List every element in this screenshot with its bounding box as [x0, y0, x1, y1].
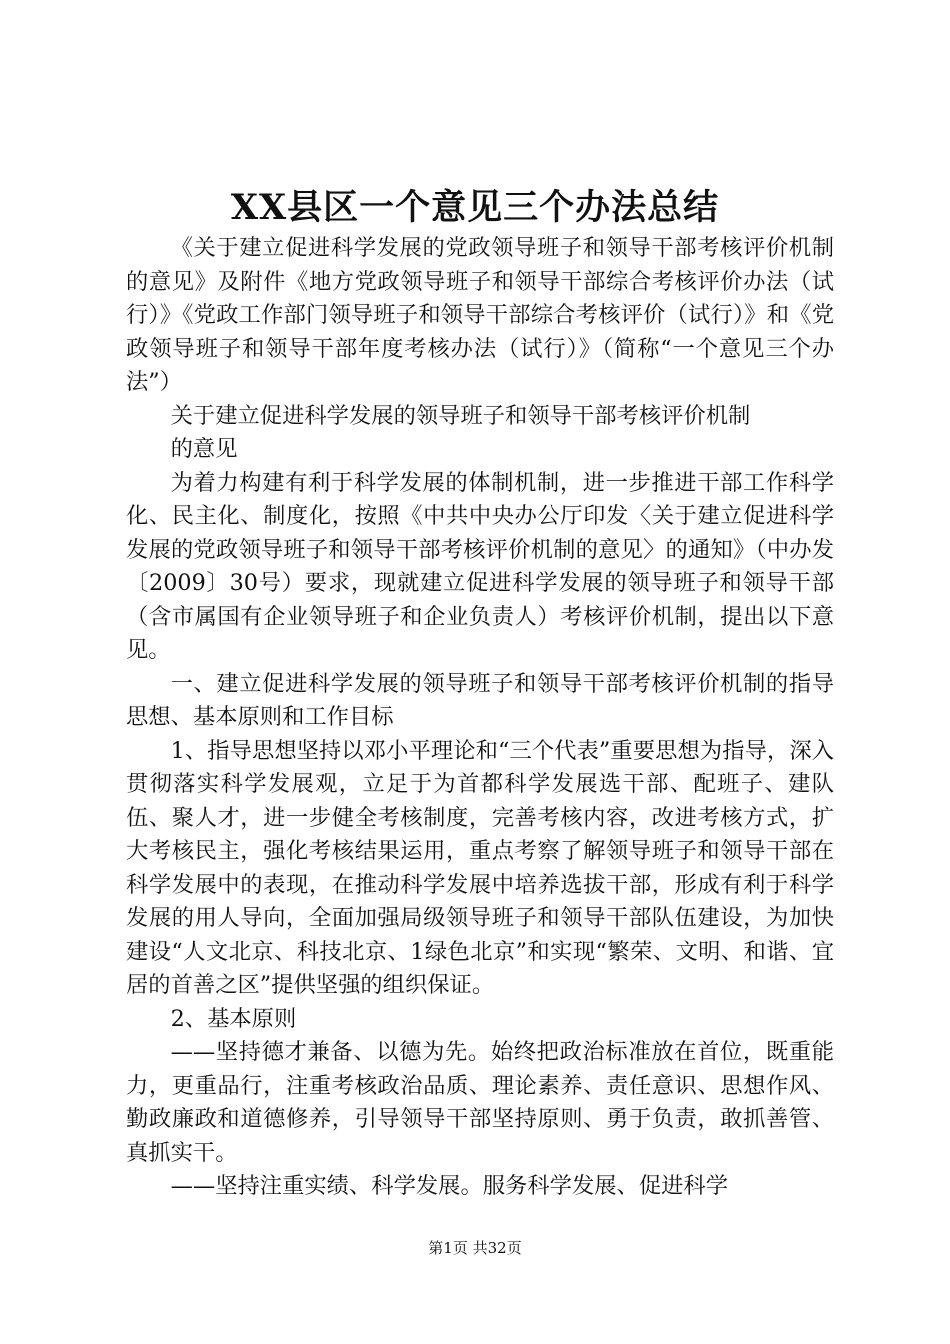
paragraph: ——坚持注重实绩、科学发展。服务科学发展、促进科学 [170, 1173, 729, 1199]
paragraph: 《关于建立促进科学发展的党政领导班子和领导干部考核评价机制的意见》及附件《地方党政领导班子和领导干部综合考核评价办法（试行）》《党政工作部门领导班子和领导干部综合考核评价（试行）》和《党政领导班子和领导干部年度考核办法（试行）》（简称“一个意见三个办法”） [126, 235, 834, 395]
paragraph: 2、基本原则 [170, 1005, 297, 1032]
document-body [126, 232, 834, 1204]
paragraph: 1、指导思想坚持以邓小平理论和“三个代表”重要思想为指导，深入贯彻落实科学发展观，立足于为首都科学发展选干部、配班子、建队伍、聚人才，进一步健全考核制度，完善考核内容，改进考核方式，扩大考核民主，强化考核结果运用，重点考察了解领导班子和领导干部在科学发展中的表现，在推动科学发展中培养选拔干部，形成有利于科学发展的用人导向，全面加强局级领导班子和领导干部队伍建设，为加快建设“人文北京、科技北京、1绿色北京”和实现“繁荣、文明、和谐、宜居的首善之区”提供坚强的组织保证。 [126, 737, 834, 998]
page-number-footer: 第1页 共32页 [428, 1239, 522, 1257]
paragraph: 的意见 [170, 436, 238, 462]
paragraph: 关于建立促进科学发展的领导班子和领导干部考核评价机制 [170, 402, 751, 429]
paragraph: ——坚持德才兼备、以德为先。始终把政治标准放在首位，既重能力，更重品行，注重考核政治品质、理论素养、责任意识、思想作风、勤政廉政和道德修养，引导领导干部坚持原则、勇于负责，敢抓善管、真抓实干。 [126, 1039, 834, 1166]
paragraph: 为着力构建有利于科学发展的体制机制，进一步推进干部工作科学化、民主化、制度化，按照《中共中央办公厅印发〈关于建立促进科学发展的党政领导班子和领导干部考核评价机制的意见〉的通知》（中办发〔2009〕30号）要求，现就建立促进科学发展的领导班子和领导干部（含市属国有企业领导班子和企业负责人）考核评价机制，提出以下意见。 [126, 469, 834, 663]
paragraph: 一、建立促进科学发展的领导班子和领导干部考核评价机制的指导思想、基本原则和工作目标 [126, 670, 834, 730]
document-title: XX县区一个意见三个办法总结 [230, 187, 720, 228]
